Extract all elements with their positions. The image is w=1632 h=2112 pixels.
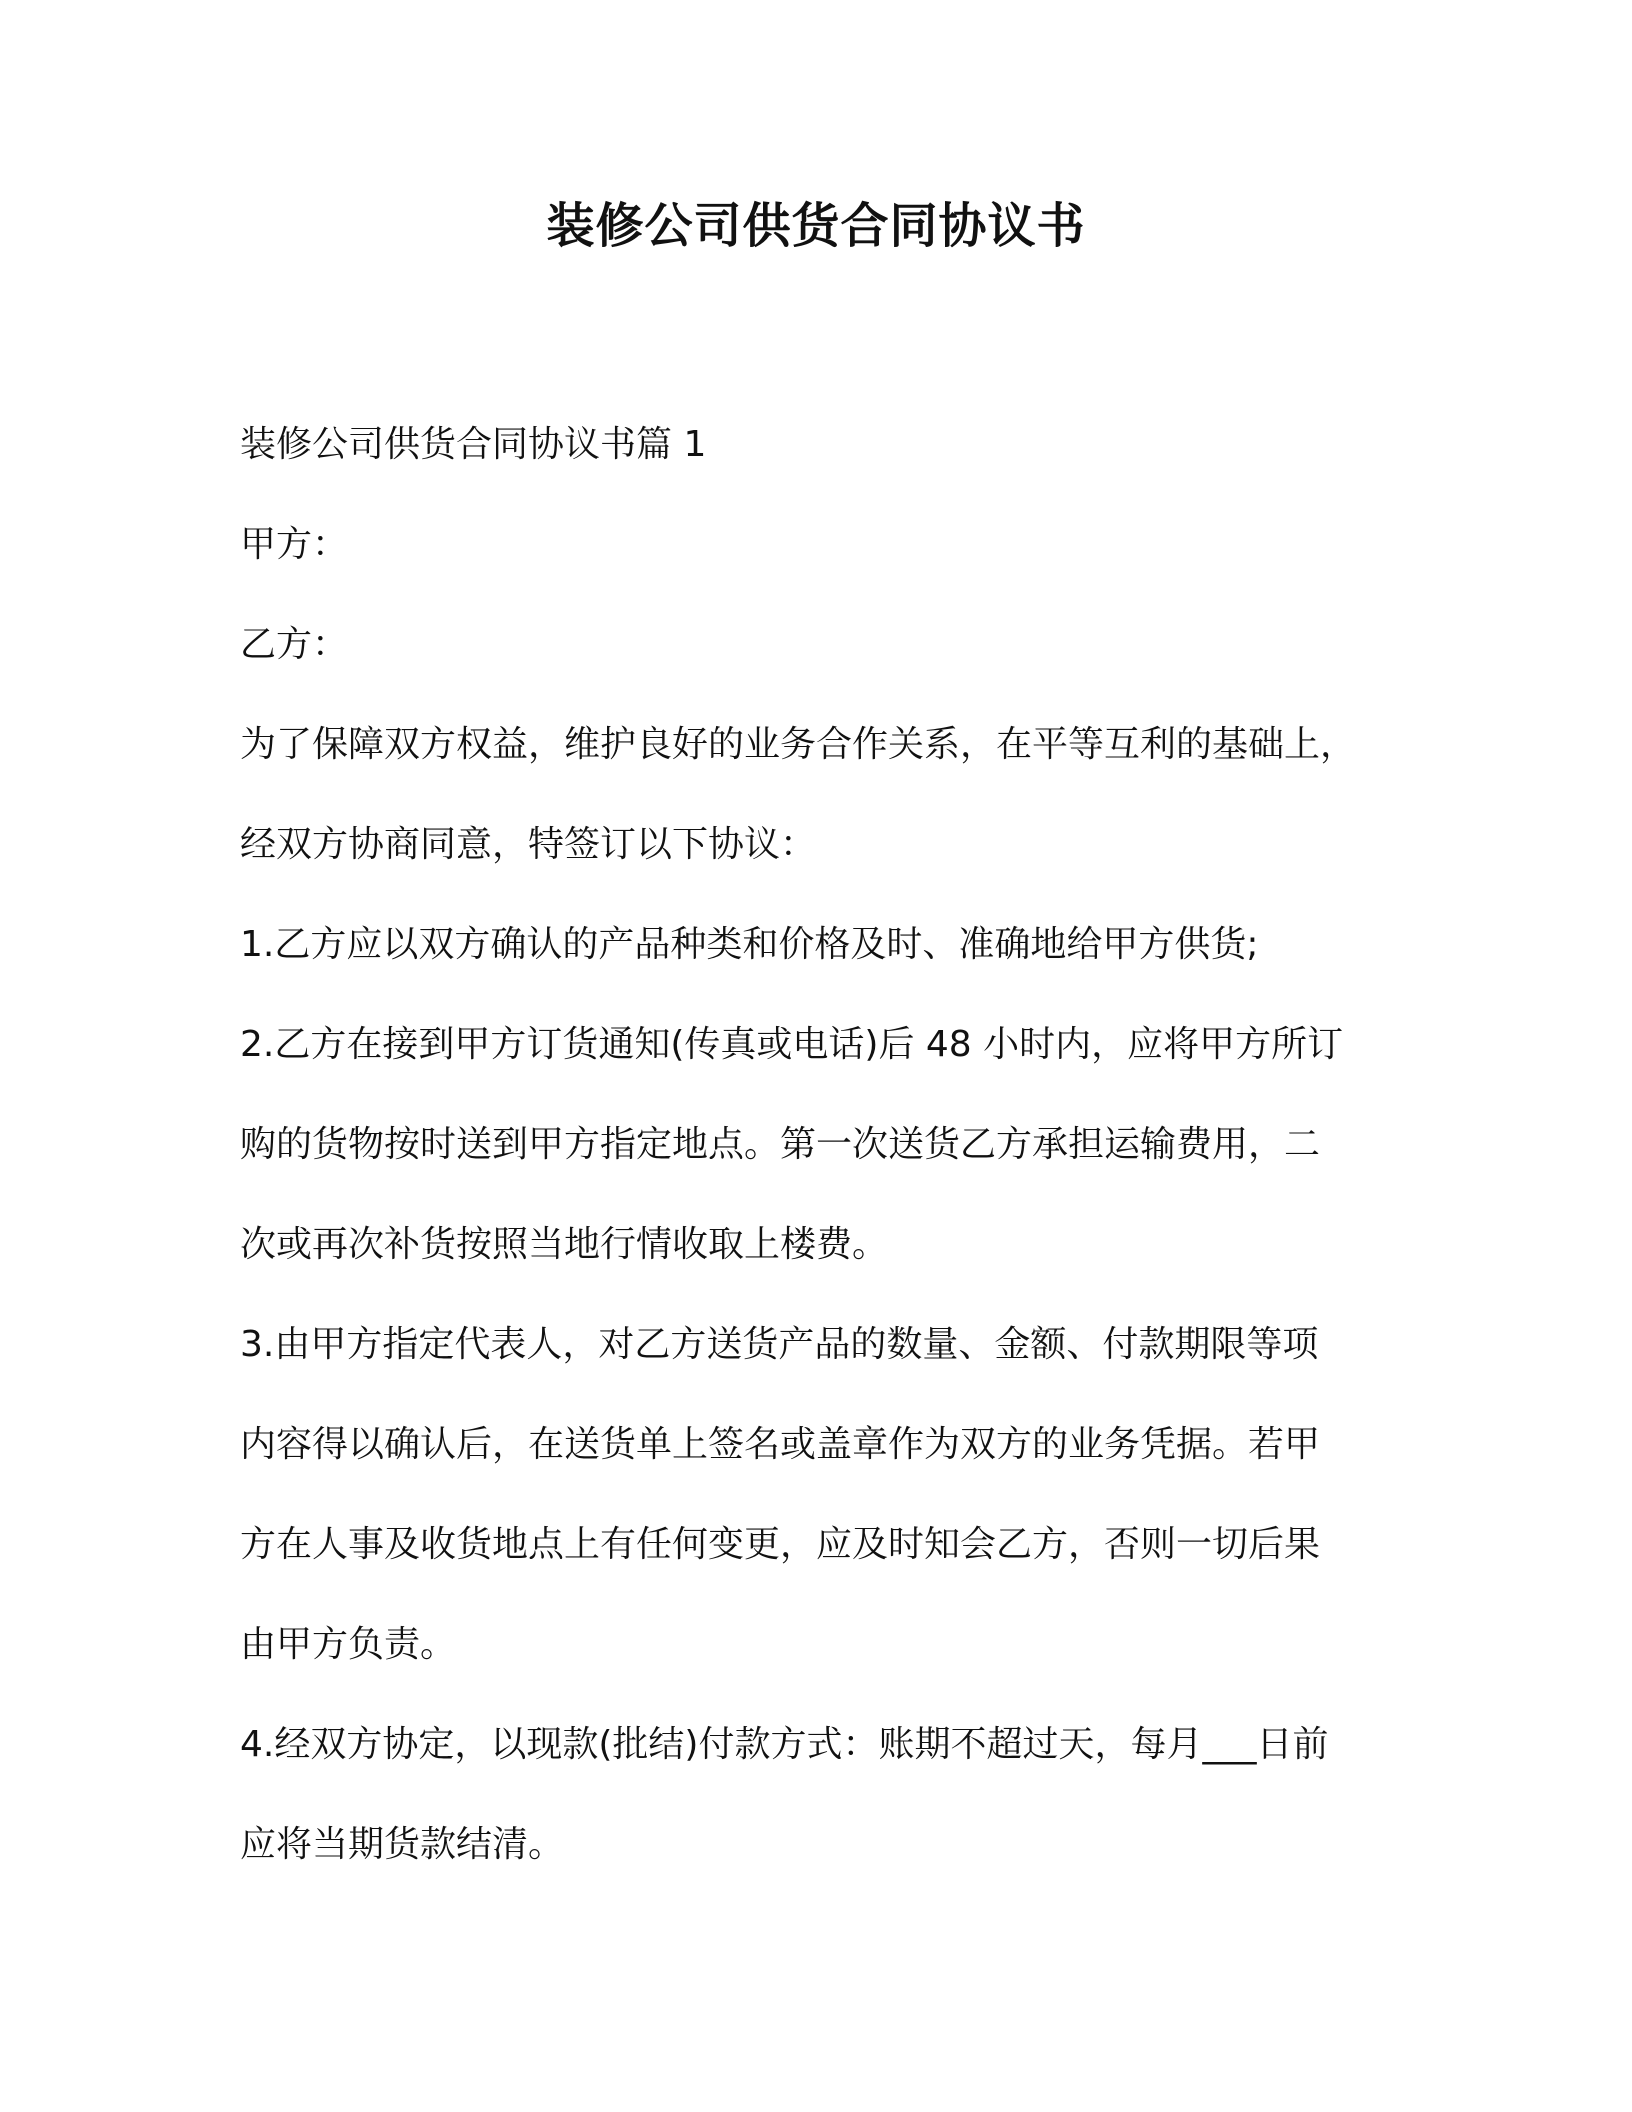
spacer [240, 1670, 1400, 1720]
paragraph-line: 由甲方负责。 [240, 1624, 457, 1665]
paragraph-line: 次或再次补货按照当地行情收取上楼费。 [240, 1224, 889, 1265]
section-heading: 装修公司供货合同协议书篇 1 [240, 424, 707, 465]
clause-3 [240, 1320, 1400, 1670]
paragraph-line: 1.乙方应以双方确认的产品种类和价格及时、准确地给甲方供货; [240, 924, 1259, 965]
party-a-label: 甲方： [240, 524, 349, 565]
clause-1 [240, 920, 1400, 970]
paragraph-line: 方在人事及收货地点上有任何变更，应及时知会乙方，否则一切后果 [240, 1524, 1321, 1565]
spacer [240, 870, 1400, 920]
spacer [240, 570, 1400, 620]
spacer [240, 770, 1400, 820]
spacer [240, 970, 1400, 1020]
party-b-label: 乙方： [240, 624, 349, 665]
spacer [240, 1770, 1400, 1820]
paragraph-line: 内容得以确认后，在送货单上签名或盖章作为双方的业务凭据。若甲 [240, 1424, 1321, 1465]
clause-2 [240, 1020, 1400, 1270]
paragraph-line: 3.由甲方指定代表人，对乙方送货产品的数量、金额、付款期限等项 [240, 1324, 1319, 1365]
spacer [240, 1070, 1400, 1120]
clause-4 [240, 1720, 1400, 1870]
paragraph-line: 经双方协商同意，特签订以下协议： [240, 824, 817, 865]
paragraph-line: 4.经双方协定，以现款(批结)付款方式：账期不超过天，每月___日前 [240, 1724, 1329, 1765]
spacer [240, 1270, 1400, 1320]
paragraph-line: 购的货物按时送到甲方指定地点。第一次送货乙方承担运输费用，二 [240, 1124, 1321, 1165]
paragraph-line: 应将当期货款结清。 [240, 1824, 565, 1865]
spacer [240, 1370, 1400, 1420]
spacer [240, 1470, 1400, 1520]
intro-paragraph [240, 720, 1400, 870]
paragraph-line: 2.乙方在接到甲方订货通知(传真或电话)后 48 小时内，应将甲方所订 [240, 1024, 1344, 1065]
document-body [240, 420, 1400, 1870]
paragraph-line: 为了保障双方权益，维护良好的业务合作关系，在平等互利的基础上， [240, 724, 1357, 765]
spacer [240, 670, 1400, 720]
spacer [240, 1170, 1400, 1220]
spacer [240, 1570, 1400, 1620]
document-title: 装修公司供货合同协议书 [546, 198, 1086, 254]
spacer [240, 470, 1400, 520]
